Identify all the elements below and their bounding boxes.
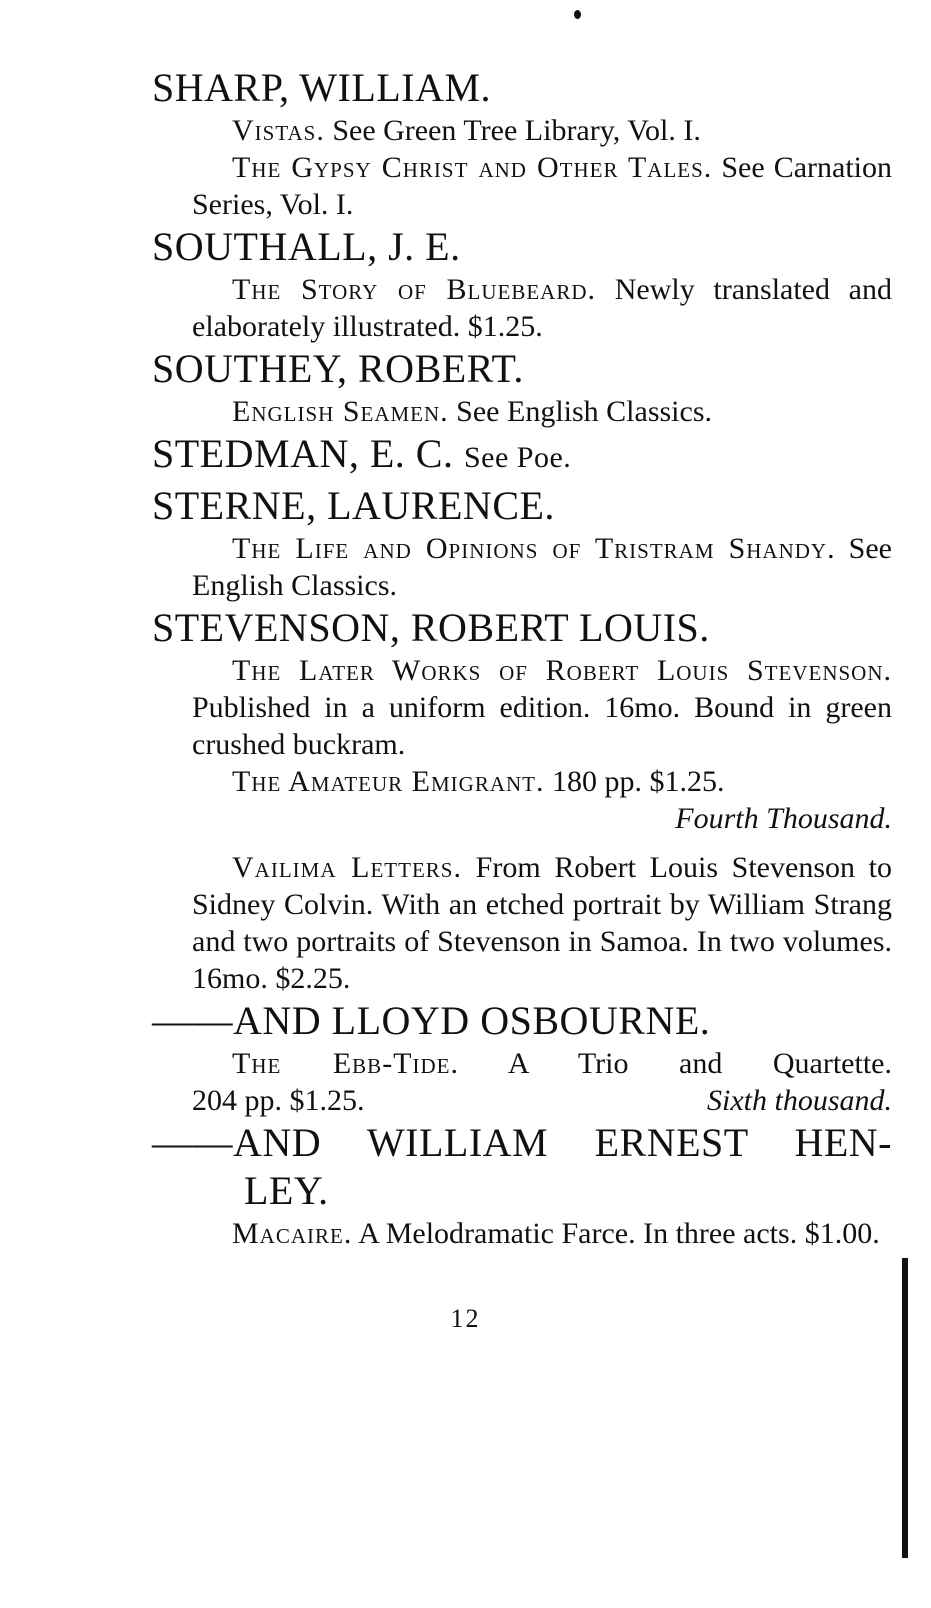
book-details: 180 pp. $1.25. [552, 765, 725, 798]
book-entry [152, 652, 892, 997]
book-title: Vailima Letters. [232, 851, 462, 884]
author-heading: SOUTHALL, J. E. [152, 224, 461, 269]
book-note: See English Classics. [456, 395, 712, 428]
book-description: From Robert Louis Stevenson to Sidney Colvin. With an etched portrait by William Strang and two portraits of Stevenson in Samoa. In two volumes. 16mo. $2.25. [192, 851, 892, 995]
catalog-text [152, 64, 892, 1252]
author-name: STEDMAN, E. C. [152, 431, 454, 476]
edition-note: Fourth Thousand. [675, 802, 892, 835]
book-price: $1.25. [467, 310, 543, 343]
author-heading: SOUTHEY, ROBERT. [152, 346, 524, 391]
book-description: A Melodramatic Farce. In three acts. $1.00. [358, 1217, 880, 1250]
cross-reference: See Poe. [463, 441, 572, 474]
ink-speck [574, 10, 581, 19]
book-title: Macaire. [232, 1217, 353, 1250]
book-description: Newly translated and elaborately illustrated. [192, 273, 892, 343]
book-title: The Gypsy Christ and Other Tales. [232, 151, 713, 184]
book-description: A Trio and Quartette. [507, 1047, 892, 1080]
edition-note: Sixth thousand. [707, 1084, 892, 1117]
author-heading: ——AND WILLIAM ERNEST HEN- [152, 1120, 892, 1165]
author-heading-continued: LEY. [244, 1168, 329, 1213]
book-description: Published in a uniform edition. 16mo. Bound in green crushed buckram. [192, 691, 892, 761]
page-number: 12 [450, 1304, 481, 1333]
author-heading: SHARP, WILLIAM. [152, 65, 492, 110]
book-title: The Life and Opinions of Tristram Shandy. [232, 532, 836, 565]
book-title: The Story of Bluebeard. [232, 273, 597, 306]
author-heading: STEVENSON, ROBERT LOUIS. [152, 605, 710, 650]
author-heading: STERNE, LAURENCE. [152, 483, 555, 528]
book-note: See Green Tree Library, Vol. I. [332, 114, 701, 147]
book-entry [152, 530, 892, 604]
book-title: The Amateur Emigrant. [232, 765, 545, 798]
book-note: See English Classics. [192, 532, 892, 602]
author-heading: ——AND LLOYD OSBOURNE. [152, 998, 711, 1043]
book-entry [152, 393, 892, 430]
book-note: See Carnation Series, Vol. I. [192, 151, 892, 221]
book-entry [152, 112, 892, 223]
book-entry [152, 1215, 892, 1252]
book-title: The Later Works of Robert Louis Stevenson. [232, 654, 892, 687]
book-title: English Seamen. [232, 395, 449, 428]
book-entry [152, 271, 892, 345]
book-title: The Ebb-Tide. [232, 1047, 459, 1080]
book-title: Vistas. [232, 114, 325, 147]
page-edge-mark [902, 1258, 908, 1558]
book-details: 204 pp. $1.25. [192, 1084, 365, 1117]
book-entry [152, 1045, 892, 1119]
author-heading [152, 430, 892, 482]
